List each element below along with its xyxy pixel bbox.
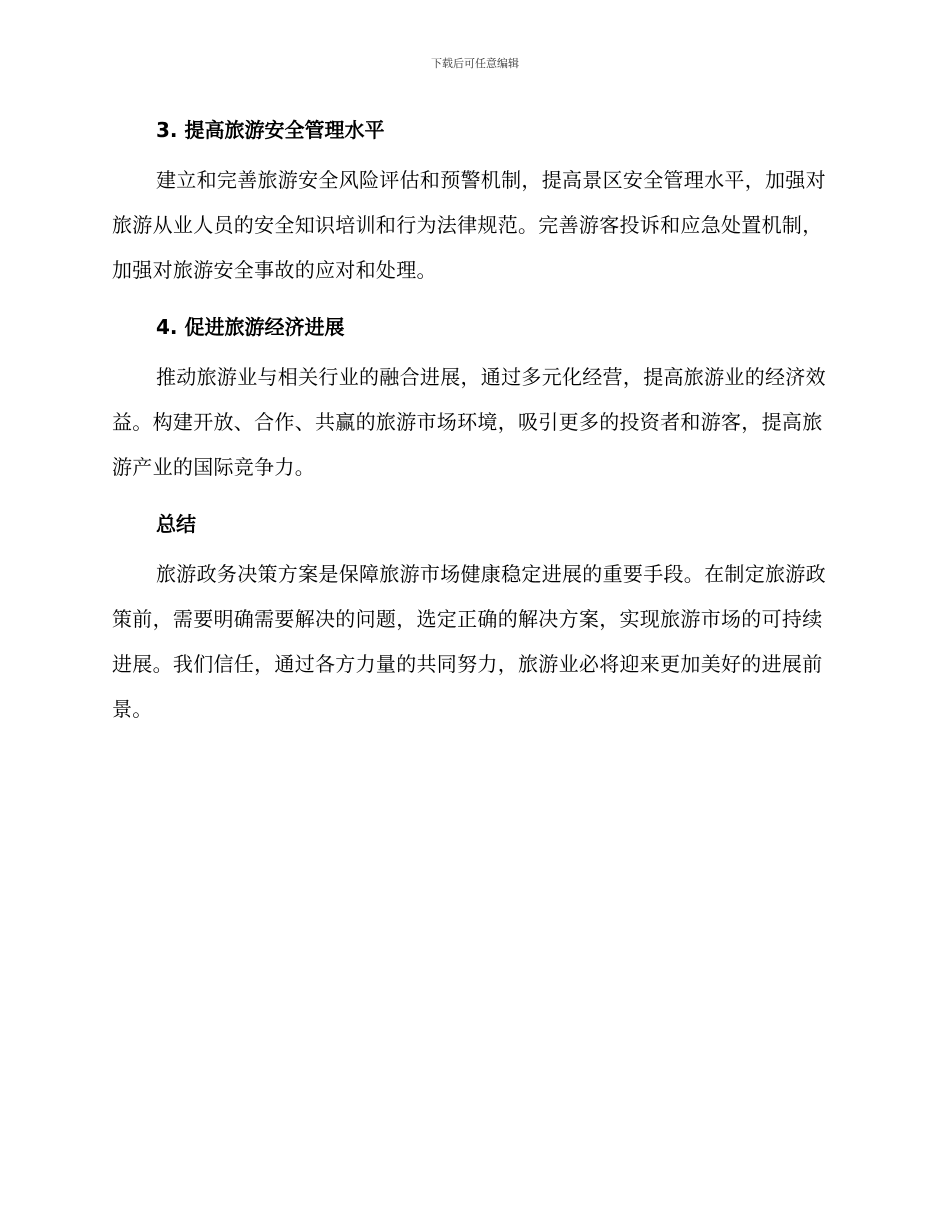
header-note: 下载后可任意编辑 xyxy=(431,57,519,70)
section-paragraph: 旅游政务决策方案是保障旅游市场健康稳定进展的重要手段。在制定旅游政策前，需要明确需要解决的问题，选定正确的解决方案，实现旅游市场的可持续进展。我们信任，通过各方力量的共同努力，旅游业必将迎来更加美好的进展前景。 xyxy=(112,562,826,721)
section-safety xyxy=(112,110,834,293)
section-paragraph: 推动旅游业与相关行业的融合进展，通过多元化经营，提高旅游业的经济效益。构建开放、合作、共赢的旅游市场环境，吸引更多的投资者和游客，提高旅游产业的国际竞争力。 xyxy=(112,365,826,479)
section-heading: 3. 提高旅游安全管理水平 xyxy=(156,118,385,142)
section-heading: 总结 xyxy=(156,512,196,536)
section-economy xyxy=(112,307,834,490)
document-body xyxy=(112,110,834,746)
section-heading: 4. 促进旅游经济进展 xyxy=(156,315,345,339)
section-summary xyxy=(112,504,834,732)
section-paragraph: 建立和完善旅游安全风险评估和预警机制，提高景区安全管理水平，加强对旅游从业人员的安全知识培训和行为法律规范。完善游客投诉和应急处置机制，加强对旅游安全事故的应对和处理。 xyxy=(112,168,826,282)
